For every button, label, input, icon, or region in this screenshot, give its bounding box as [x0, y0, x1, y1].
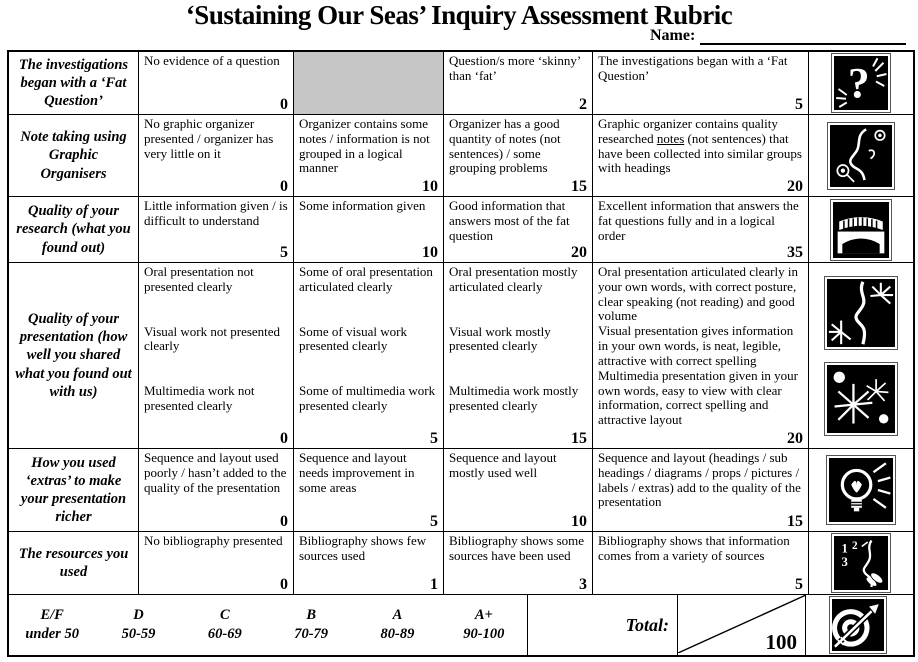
- rubric-row-presentation: [9, 263, 913, 449]
- icon-cell: [809, 263, 913, 449]
- rubric-row-research: [9, 197, 913, 263]
- score-value: 20: [787, 430, 803, 448]
- criterion-cell: [9, 532, 139, 595]
- level-cell: [139, 449, 294, 532]
- level-text: The investigations began with a ‘Fat Question’: [598, 53, 788, 83]
- score-value: 10: [422, 244, 438, 262]
- level-cell: [139, 263, 294, 449]
- score-value: 15: [787, 513, 803, 531]
- icon-frame: [831, 533, 891, 593]
- level-cell: [294, 532, 444, 595]
- svg-text:3: 3: [841, 555, 848, 569]
- score-value: 1: [430, 576, 438, 594]
- score-value: 15: [571, 178, 587, 196]
- grade-range: 60-69: [207, 626, 242, 642]
- speaking-profile-icon: [827, 279, 895, 347]
- level-text: Organizer contains some notes / information is not grouped in a logical manner: [299, 116, 430, 176]
- level-text: Some information given: [299, 198, 426, 213]
- score-value: 35: [787, 244, 803, 262]
- level-cell: [593, 532, 809, 595]
- level-text: Oral presentation mostly articulated clearly: [449, 264, 578, 294]
- criterion-cell: [9, 263, 139, 449]
- level-text: Some of oral presentation articulated clearly: [299, 264, 433, 294]
- level-text: Multimedia presentation given in your own words, easy to view with clear information, correct spelling and attractive layout: [598, 367, 799, 428]
- criterion-label: The resources you used: [18, 545, 129, 580]
- score-value: 0: [280, 178, 288, 196]
- grade-scale-row: [9, 595, 913, 655]
- name-blank-line: [700, 28, 906, 45]
- level-text-part: Graphic organizer contains quality researched: [598, 116, 778, 146]
- fireworks-icon: [827, 365, 895, 433]
- score-value: 0: [280, 513, 288, 531]
- grade-item: [441, 606, 527, 644]
- level-text-part: (not sentences) that have been collected into similar groups with headings: [598, 130, 802, 176]
- level-cell: [139, 532, 294, 595]
- level-text: Bibliography shows few sources used: [299, 533, 427, 563]
- level-text: Visual work mostly presented clearly: [449, 323, 551, 354]
- grade-range: 90-100: [463, 626, 505, 642]
- grade-item: [354, 606, 440, 644]
- level-cell: [139, 115, 294, 197]
- criterion-cell: [9, 115, 139, 197]
- level-text: Sequence and layout needs improvement in some areas: [299, 450, 415, 495]
- level-text: Excellent information that answers the fat questions fully and in a logical order: [598, 198, 799, 243]
- level-text: No bibliography presented: [144, 533, 283, 548]
- criterion-cell: [9, 449, 139, 532]
- score-value: 5: [795, 96, 803, 114]
- level-cell: [294, 115, 444, 197]
- icon-cell: [809, 532, 913, 595]
- grade-letter: A+: [474, 607, 493, 624]
- level-text: No graphic organizer presented / organizer has very little on it: [144, 116, 274, 161]
- level-text: Bibliography shows that information comes from a variety of sources: [598, 533, 790, 563]
- icon-cell: [809, 197, 913, 263]
- level-cell: [139, 197, 294, 263]
- level-text: Some of multimedia work presented clearly: [299, 383, 436, 414]
- level-text: Sequence and layout mostly used well: [449, 450, 557, 480]
- svg-text:1: 1: [841, 541, 848, 556]
- rubric-row-fat-question: [9, 52, 913, 115]
- name-field: [650, 27, 906, 45]
- score-value: 2: [579, 96, 587, 114]
- icon-frame: [829, 596, 887, 654]
- level-cell: [593, 263, 809, 449]
- grade-item: [268, 606, 354, 644]
- level-cell: [139, 52, 294, 115]
- page-title: ‘Sustaining Our Seas’ Inquiry Assessment Rubric: [185, 0, 733, 30]
- level-cell: [444, 263, 593, 449]
- criterion-cell: [9, 52, 139, 115]
- grade-item: [182, 606, 268, 644]
- level-text: Question/s more ‘skinny’ than ‘fat’: [449, 53, 581, 83]
- counting-profile-icon: [834, 536, 888, 590]
- grade-range: 50-59: [121, 626, 156, 642]
- level-cell: [593, 197, 809, 263]
- level-cell: [294, 449, 444, 532]
- score-value: 5: [280, 244, 288, 262]
- total-max-value: 100: [765, 630, 797, 654]
- grade-range: 70-79: [294, 626, 329, 642]
- score-value: 20: [787, 178, 803, 196]
- level-text: No evidence of a question: [144, 53, 280, 68]
- level-text: Visual presentation gives information in your own words, is neat, legible, attractive with correct spelling: [598, 323, 794, 368]
- total-score-cell: [678, 595, 806, 655]
- level-text: Visual work not presented clearly: [144, 323, 281, 354]
- criterion-label: Quality of your research (what you found out): [16, 203, 131, 256]
- grade-letter: C: [219, 607, 230, 624]
- level-cell: [294, 263, 444, 449]
- icon-frame: [830, 199, 892, 261]
- icon-frame: [824, 276, 898, 350]
- score-value: 0: [280, 576, 288, 594]
- criterion-label: The investigations began with a ‘Fat Question’: [18, 56, 129, 110]
- level-text: Bibliography shows some sources have been used: [449, 533, 585, 563]
- score-value: 3: [579, 576, 587, 594]
- level-cell: [593, 449, 809, 532]
- lightbulb-icon: [829, 458, 893, 522]
- icon-cell: [809, 52, 913, 115]
- level-cell: [593, 115, 809, 197]
- icon-cell: [809, 115, 913, 197]
- score-value: 20: [571, 244, 587, 262]
- grade-range: 80-89: [380, 626, 415, 642]
- level-text: Multimedia work not presented clearly: [144, 383, 255, 414]
- level-cell: [444, 532, 593, 595]
- score-value: 0: [280, 430, 288, 448]
- target-arrow-icon: [832, 599, 884, 651]
- level-text: Sequence and layout (headings / sub headings / diagrams / props / pictures / labels / extras) add to the quality of the presentation: [598, 450, 801, 510]
- question-mark-icon: [834, 56, 888, 110]
- level-text: Some of visual work presented clearly: [299, 323, 407, 354]
- grade-letter: A: [392, 607, 403, 624]
- svg-text:?: ?: [847, 59, 870, 108]
- level-text: Multimedia work mostly presented clearly: [449, 383, 579, 414]
- score-value: 15: [571, 430, 587, 448]
- grade-item: [9, 606, 95, 644]
- score-value: 5: [430, 513, 438, 531]
- icon-frame: [827, 122, 895, 190]
- criterion-label: Quality of your presentation (how well you shared what you found out with us): [15, 311, 132, 400]
- icon-frame: [824, 362, 898, 436]
- score-value: 5: [795, 576, 803, 594]
- icon-frame: [831, 53, 891, 113]
- level-text: Oral presentation not presented clearly: [144, 264, 254, 294]
- level-cell: [444, 52, 593, 115]
- name-label: Name:: [650, 27, 696, 44]
- rubric-row-extras: [9, 449, 913, 532]
- score-value: 5: [430, 430, 438, 448]
- icon-cell: [806, 595, 910, 655]
- icon-frame: [826, 455, 896, 525]
- grade-letter: E/F: [40, 607, 64, 624]
- level-cell: [444, 197, 593, 263]
- criterion-label: How you used ‘extras’ to make your presentation richer: [20, 454, 127, 526]
- level-text: Oral presentation articulated clearly in your own words, with correct posture, clear speaking (not reading) and good volume: [598, 264, 798, 324]
- rubric-table: [7, 50, 915, 657]
- rubric-row-note-taking: [9, 115, 913, 197]
- level-cell: [444, 449, 593, 532]
- level-cell: [593, 52, 809, 115]
- level-cell: [444, 115, 593, 197]
- level-cell: [294, 197, 444, 263]
- score-value: 0: [280, 96, 288, 114]
- level-text: [598, 117, 803, 176]
- icon-cell: [809, 449, 913, 532]
- score-value: 10: [571, 513, 587, 531]
- level-text-underlined: notes: [656, 130, 685, 146]
- grade-letter: D: [133, 607, 144, 624]
- score-value: 10: [422, 178, 438, 196]
- rubric-row-resources: [9, 532, 913, 595]
- total-label-cell: [528, 595, 678, 655]
- level-text: Little information given / is difficult to understand: [144, 198, 288, 228]
- level-cell-shaded: [294, 52, 444, 115]
- bridge-icon: [833, 202, 889, 258]
- grade-range: under 50: [25, 626, 79, 642]
- grade-item: [95, 606, 181, 644]
- level-text: Good information that answers most of the fat question: [449, 198, 570, 243]
- grade-scale-cell: [9, 595, 528, 655]
- level-text: Organizer has a good quantity of notes (not sentences) / some grouping problems: [449, 116, 561, 176]
- level-text: Sequence and layout used poorly / hasn’t added to the quality of the presentation: [144, 450, 287, 495]
- profile-rose-icon: [830, 125, 892, 187]
- criterion-label: Note taking using Graphic Organisers: [20, 129, 127, 182]
- total-label: Total:: [625, 614, 669, 635]
- grade-letter: B: [306, 607, 316, 624]
- criterion-cell: [9, 197, 139, 263]
- svg-text:2: 2: [852, 539, 858, 552]
